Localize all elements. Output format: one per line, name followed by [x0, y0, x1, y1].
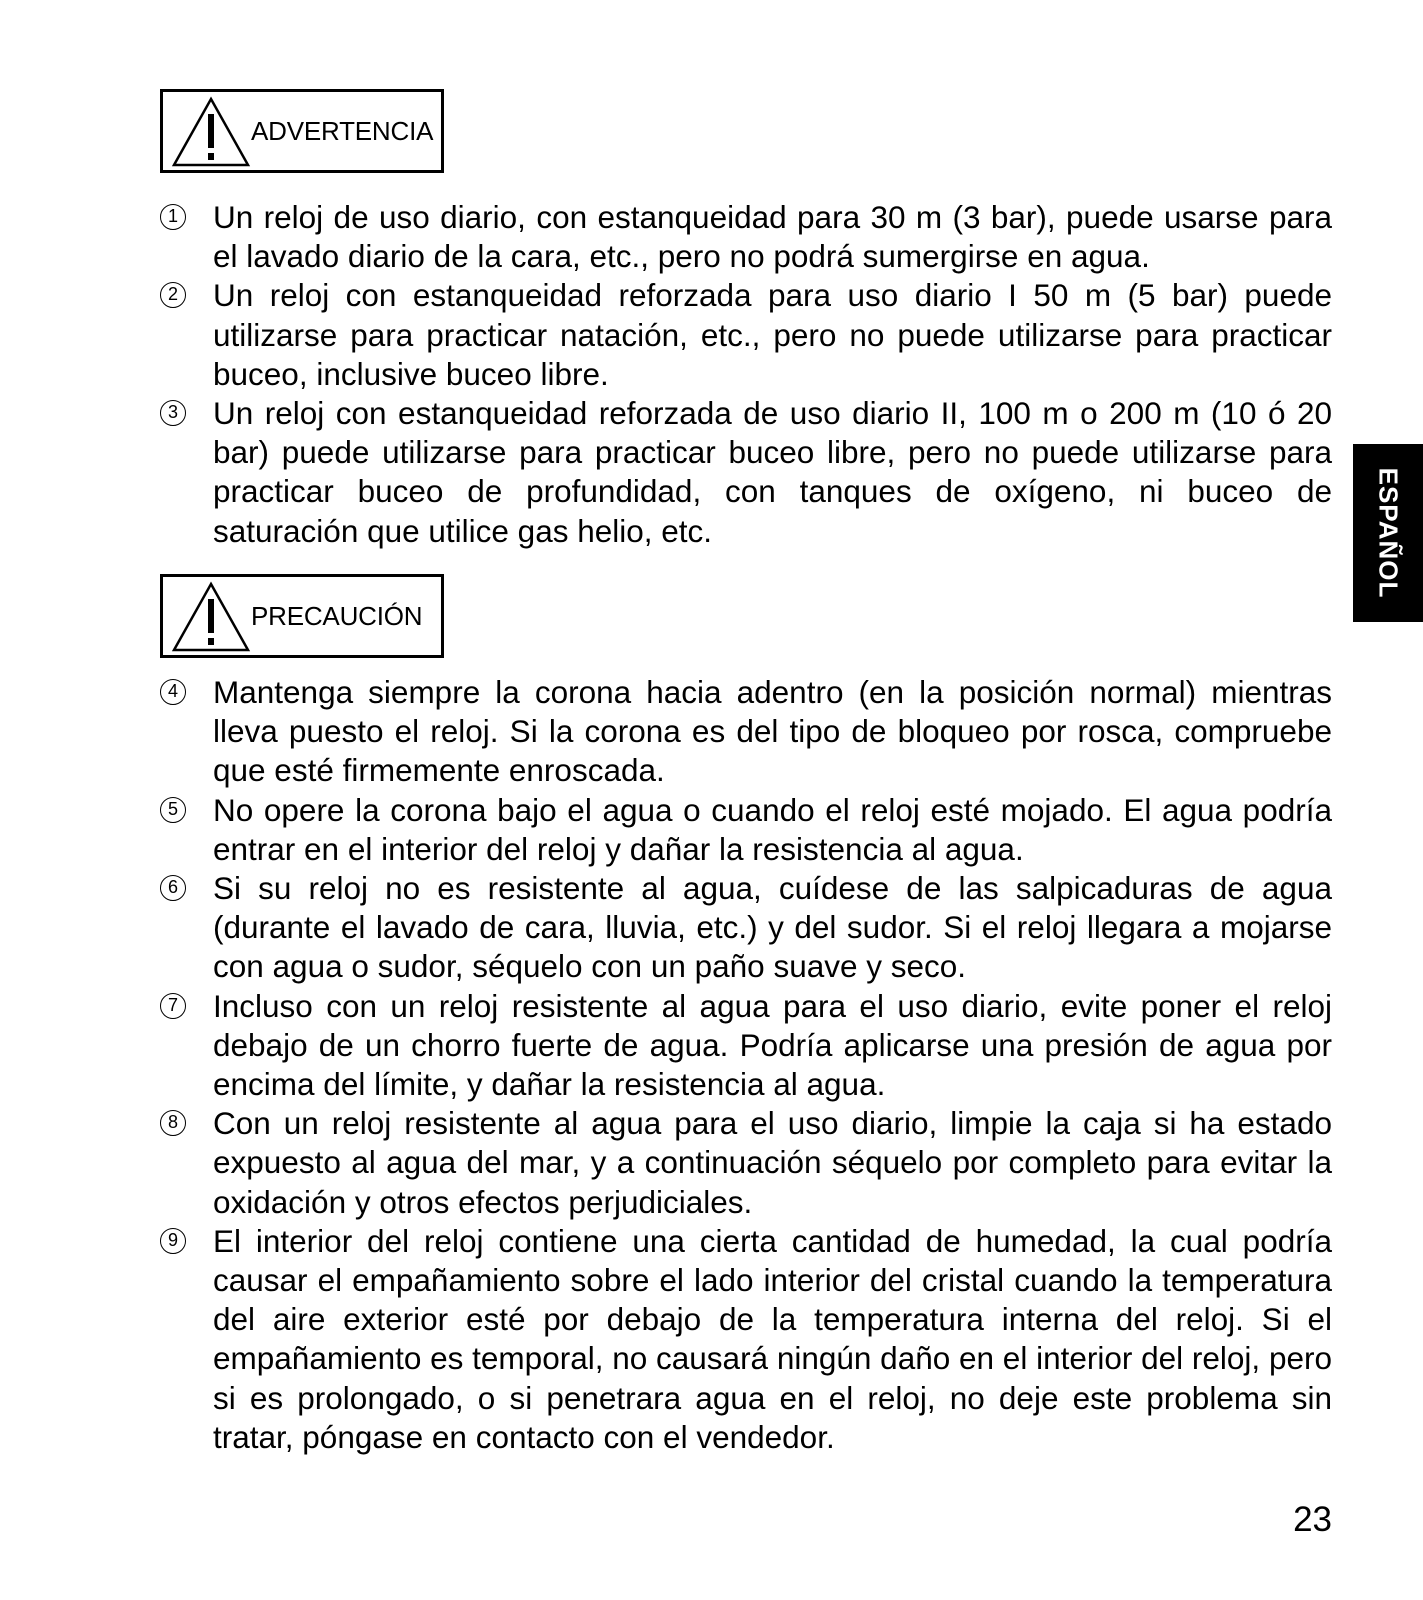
item-text: No opere la corona bajo el agua o cuando el reloj esté mojado. El agua podría entrar en el interior del reloj y dañar la resistencia al agua. — [213, 791, 1332, 867]
list-item — [160, 1104, 1332, 1222]
circled-number-3: 3 — [160, 400, 186, 426]
caution-header-box — [160, 574, 444, 658]
item-text: Un reloj con estanqueidad reforzada de uso diario II, 100 m o 200 m (10 ó 20 bar) puede utilizarse para practicar buceo libre, pero no puede utilizarse para practicar buceo de profundidad, con tanques de oxígeno, ni buceo de saturación que utilice gas helio, etc. — [213, 395, 1332, 549]
circled-number-7: 7 — [160, 993, 186, 1019]
circled-number-9: 9 — [160, 1228, 186, 1254]
item-text: Incluso con un reloj resistente al agua para el uso diario, evite poner el reloj debajo de un chorro fuerte de agua. Podría aplicarse una presión de agua por encima del límite, y dañar la resistencia al agua. — [213, 987, 1332, 1103]
warning-label: ADVERTENCIA — [251, 116, 434, 146]
caution-list — [160, 673, 1332, 1457]
circled-number-4: 4 — [160, 679, 186, 705]
item-text: Si su reloj no es resistente al agua, cuídese de las salpicaduras de agua (durante el lavado de cara, lluvia, etc.) y del sudor. Si el reloj llegara a mojarse con agua o sudor, séquelo con un paño suave y seco. — [213, 870, 1332, 985]
list-item — [160, 1222, 1332, 1457]
item-text: Un reloj con estanqueidad reforzada para uso diario I 50 m (5 bar) puede utilizarse para practicar natación, etc., pero no puede utilizarse para practicar buceo, inclusive buceo libre. — [213, 277, 1332, 392]
circled-number-2: 2 — [160, 282, 186, 308]
list-item — [160, 198, 1332, 276]
caution-label: PRECAUCIÓN — [251, 601, 423, 631]
warning-triangle-icon — [171, 581, 251, 653]
list-item — [160, 394, 1332, 551]
language-tab — [1353, 444, 1423, 622]
warning-header-box — [160, 89, 444, 173]
circled-number-5: 5 — [160, 797, 186, 823]
circled-number-1: 1 — [160, 204, 186, 230]
page-number: 23 — [1293, 1500, 1332, 1539]
item-text: El interior del reloj contiene una cierta cantidad de humedad, la cual podría causar el empañamiento sobre el lado interior del cristal cuando la temperatura del aire exterior esté por debajo de la temperatura interna del reloj. Si el empañamiento es temporal, no causará ningún daño en el interior del reloj, pero si es prolongado, o si penetrara agua en el reloj, no deje este problema sin tratar, póngase en contacto con el vendedor. — [213, 1222, 1332, 1455]
list-item — [160, 673, 1332, 791]
language-tab-label: ESPAÑOL — [1373, 467, 1404, 599]
warning-list — [160, 198, 1332, 551]
circled-number-8: 8 — [160, 1110, 186, 1136]
item-text: Un reloj de uso diario, con estanqueidad para 30 m (3 bar), puede usarse para el lavado diario de la cara, etc., pero no podrá sumergirse en agua. — [213, 199, 1332, 275]
list-item — [160, 987, 1332, 1105]
warning-triangle-icon — [171, 96, 251, 168]
circled-number-6: 6 — [160, 875, 186, 901]
list-item — [160, 869, 1332, 987]
list-item — [160, 276, 1332, 394]
item-text: Mantenga siempre la corona hacia adentro (en la posición normal) mientras lleva puesto el reloj. Si la corona es del tipo de bloqueo por rosca, compruebe que esté firmemente enroscada. — [213, 674, 1332, 789]
item-text: Con un reloj resistente al agua para el uso diario, limpie la caja si ha estado expuesto al agua del mar, y a continuación séquelo por completo para evitar la oxidación y otros efectos perjudiciales. — [213, 1105, 1332, 1220]
list-item — [160, 791, 1332, 869]
